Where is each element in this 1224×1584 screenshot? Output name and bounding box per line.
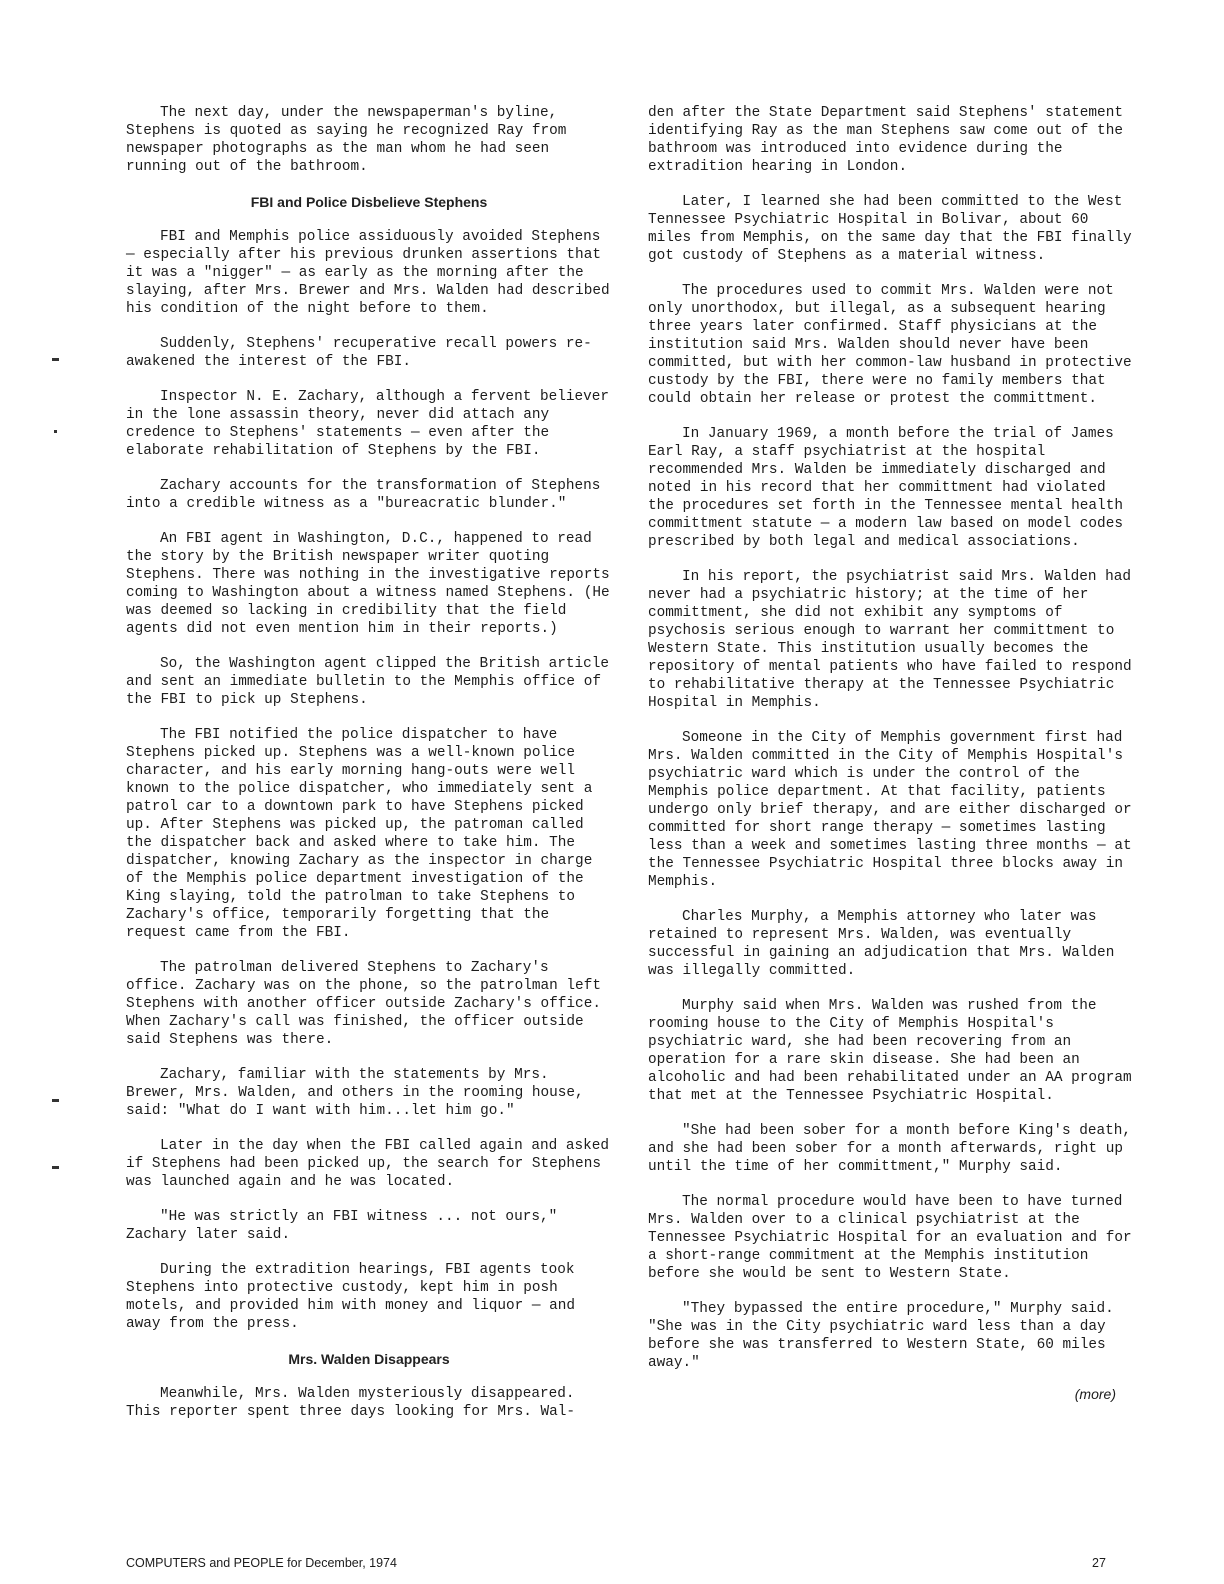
margin-mark bbox=[52, 1166, 59, 1169]
margin-mark bbox=[54, 430, 57, 433]
paragraph: "They bypassed the entire procedure," Murphy said. "She was in the City psychiatric ward less than a day before she was transferred to Western State, 60 miles away." bbox=[648, 1301, 1114, 1371]
paragraph: "He was strictly an FBI witness ... not ours," Zachary later said. bbox=[126, 1209, 558, 1243]
paragraph: During the extradition hearings, FBI agents took Stephens into protective custody, kept him in posh motels, and provided him with money and liquor — and away from the press. bbox=[126, 1262, 576, 1332]
paragraph: Zachary accounts for the transformation of Stephens into a credible witness as a "bureacratic blunder." bbox=[126, 478, 601, 512]
page-number: 27 bbox=[1092, 1556, 1106, 1570]
right-column bbox=[648, 104, 1138, 1403]
margin-mark bbox=[52, 358, 59, 361]
paragraph: FBI and Memphis police assiduously avoided Stephens — especially after his previous drunken assertions that it was a "nigger" — as early as the morning after the slaying, after Mrs. Brewer and Mrs. Walden had described his condition of the night before to them. bbox=[126, 229, 610, 317]
paragraph: The procedures used to commit Mrs. Walden were not only unorthodox, but illegal, as a subsequent hearing three years later confirmed. Staff physicians at the institution said Mrs. Walden should never have been committed, but with her common-law husband in protective custody by the FBI, there were no family members that could obtain her release or protest the committment. bbox=[648, 283, 1132, 407]
section-heading: FBI and Police Disbelieve Stephens bbox=[250, 194, 488, 210]
publication-footer: COMPUTERS and PEOPLE for December, 1974 bbox=[126, 1556, 397, 1570]
paragraph: Murphy said when Mrs. Walden was rushed from the rooming house to the City of Memphis Hospital's psychiatric ward, she had been recovering from an operation for a rare skin disease. She had been an alcoholic and had been rehabilitated under an AA program that met at the Tennessee Psychiatric Hospital. bbox=[648, 998, 1132, 1104]
left-column bbox=[126, 104, 612, 1438]
paragraph: Suddenly, Stephens' recuperative recall powers re-awakened the interest of the FBI. bbox=[126, 336, 592, 370]
paragraph: Inspector N. E. Zachary, although a fervent believer in the lone assassin theory, never did attach any credence to Stephens' statements — even after the elaborate rehabilitation of Stephens by the FBI. bbox=[126, 389, 610, 459]
section-heading: Mrs. Walden Disappears bbox=[288, 1351, 450, 1367]
paragraph: Charles Murphy, a Memphis attorney who later was retained to represent Mrs. Walden, was eventually successful in gaining an adjudication that Mrs. Walden was illegally committed. bbox=[648, 909, 1115, 979]
paragraph: So, the Washington agent clipped the British article and sent an immediate bulletin to the Memphis office of the FBI to pick up Stephens. bbox=[126, 656, 610, 708]
paragraph: Later, I learned she had been committed to the West Tennessee Psychiatric Hospital in Bolivar, about 60 miles from Memphis, on the same day that the FBI finally got custody of Stephens as a material witness. bbox=[648, 194, 1132, 264]
paragraph: den after the State Department said Stephens' statement identifying Ray as the man Stephens saw come out of the bathroom was introduced into evidence during the extradition hearing in London. bbox=[648, 105, 1123, 175]
margin-mark bbox=[52, 1099, 59, 1102]
paragraph: The patrolman delivered Stephens to Zachary's office. Zachary was on the phone, so the patrolman left Stephens with another officer outside Zachary's office. When Zachary's call was finished, the officer outside said Stephens was there. bbox=[126, 960, 601, 1048]
paragraph: Meanwhile, Mrs. Walden mysteriously disappeared. This reporter spent three days looking for Mrs. Wal- bbox=[126, 1386, 576, 1420]
paragraph: An FBI agent in Washington, D.C., happened to read the story by the British newspaper writer quoting Stephens. There was nothing in the investigative reports coming to Washington about a witness named Stephens. (He was deemed so lacking in credibility that the field agents did not even mention him in their reports.) bbox=[126, 531, 610, 637]
paragraph: In his report, the psychiatrist said Mrs. Walden had never had a psychiatric history; at the time of her committment, she did not exhibit any symptoms of psychosis serious enough to warrant her committment to Western State. This institution usually becomes the repository of mental patients who have failed to respond to rehabilitative therapy at the Tennessee Psychiatric Hospital in Memphis. bbox=[648, 569, 1132, 711]
paragraph: Zachary, familiar with the statements by Mrs. Brewer, Mrs. Walden, and others in the rooming house, said: "What do I want with him...let him go." bbox=[126, 1067, 584, 1119]
paragraph: The next day, under the newspaperman's byline, Stephens is quoted as saying he recognized Ray from newspaper photographs as the man whom he had seen running out of the bathroom. bbox=[126, 105, 567, 175]
paragraph: The FBI notified the police dispatcher to have Stephens picked up. Stephens was a well-known police character, and his early morning hang-outs were well known to the police dispatcher, who immediately sent a patrol car to a downtown park to have Stephens picked up. After Stephens was picked up, the patroman called the dispatcher back and asked where to take him. The dispatcher, knowing Zachary as the inspector in charge of the Memphis police department investigation of the King slaying, told the patrolman to take Stephens to Zachary's office, temporarily forgetting that the request came from the FBI. bbox=[126, 727, 593, 941]
paragraph: In January 1969, a month before the trial of James Earl Ray, a staff psychiatrist at the hospital recommended Mrs. Walden be immediately discharged and noted in his record that her committment had violated the procedures set forth in the Tennessee mental health committment statute — a modern law based on model codes prescribed by both legal and medical associations. bbox=[648, 426, 1123, 550]
paragraph: "She had been sober for a month before King's death, and she had been sober for a month afterwards, right up until the time of her committment," Murphy said. bbox=[648, 1123, 1132, 1175]
paragraph: Someone in the City of Memphis government first had Mrs. Walden committed in the City of Memphis Hospital's psychiatric ward which is under the control of the Memphis police department. At that facility, patients undergo only brief therapy, and are either discharged or committed for short range therapy — sometimes lasting less than a week and sometimes lasting three months — at the Tennessee Psychiatric Hospital three blocks away in Memphis. bbox=[648, 730, 1132, 890]
paragraph: Later in the day when the FBI called again and asked if Stephens had been picked up, the search for Stephens was launched again and he was located. bbox=[126, 1138, 610, 1190]
continued-marker: (more) bbox=[1074, 1386, 1116, 1402]
paragraph: The normal procedure would have been to have turned Mrs. Walden over to a clinical psychiatrist at the Tennessee Psychiatric Hospital for an evaluation and for a short-range commitment at the Memphis institution before she would be sent to Western State. bbox=[648, 1194, 1132, 1282]
